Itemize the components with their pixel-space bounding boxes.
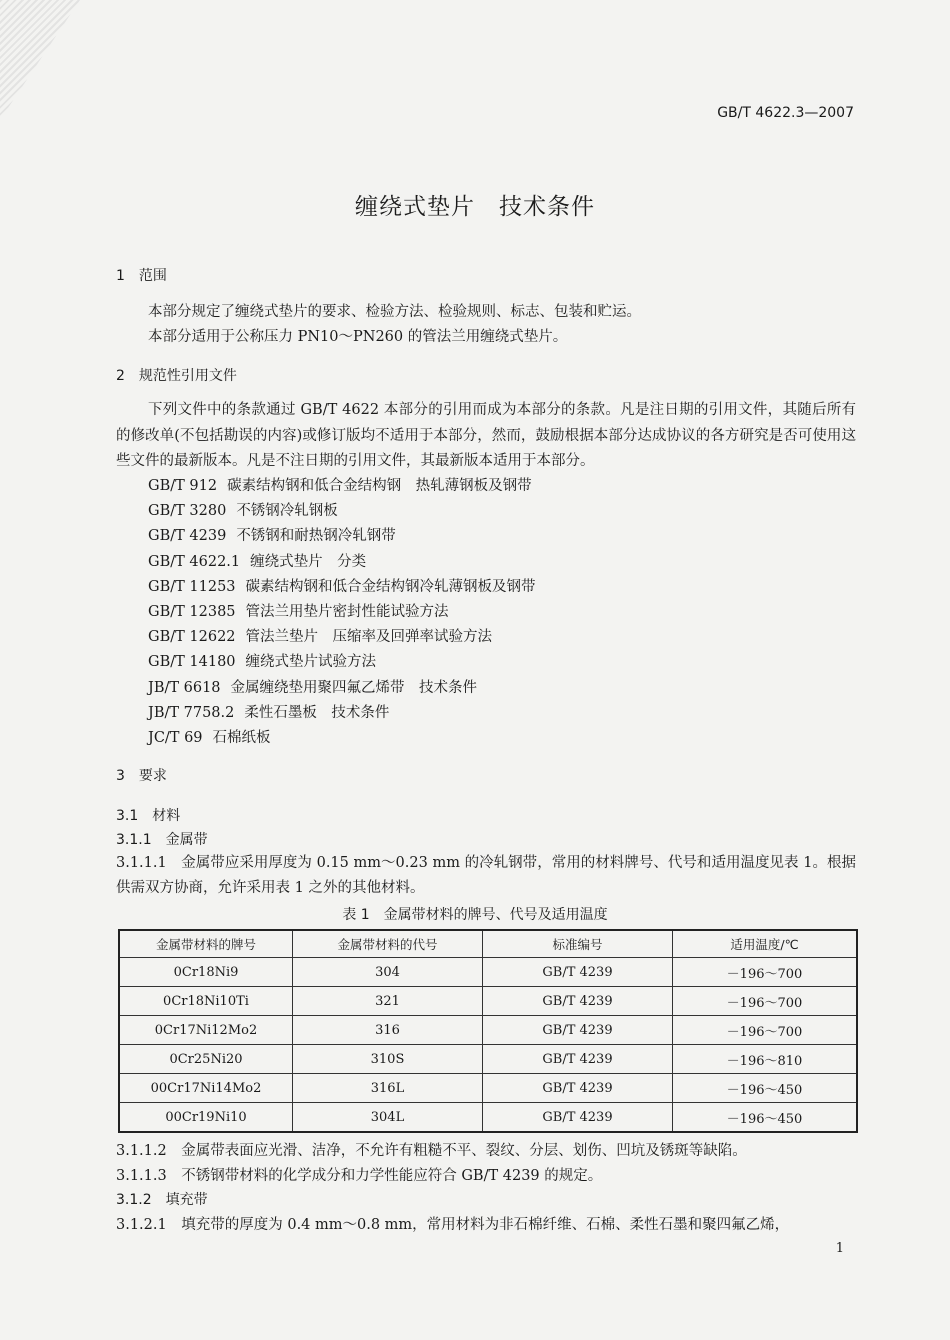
paragraph: 3.1.1.3 不锈钢带材料的化学成分和力学性能应符合 GB/T 4239 的规定。	[116, 1168, 603, 1184]
table-cell: GB/T 4239	[483, 958, 673, 987]
table-cell: 304	[293, 958, 483, 987]
column-header: 适用温度/℃	[673, 930, 858, 958]
table-header-row	[119, 930, 857, 958]
ref-name: 管法兰垫片 压缩率及回弹率试验方法	[245, 629, 493, 646]
list-item	[148, 550, 536, 575]
ref-name: 缠绕式垫片 分类	[250, 553, 367, 570]
list-item	[148, 474, 536, 499]
paragraph: 本部分适用于公称压力 PN10～PN260 的管法兰用缠绕式垫片。	[148, 329, 568, 345]
table-cell: GB/T 4239	[483, 1045, 673, 1074]
table-cell: 304L	[293, 1103, 483, 1133]
list-item	[148, 499, 536, 524]
ref-name: 不锈钢冷轧钢板	[236, 503, 338, 520]
section-heading: 3 要求	[116, 768, 167, 784]
ref-code: GB/T 912	[148, 478, 218, 494]
table-cell: GB/T 4239	[483, 987, 673, 1016]
subsection-heading: 3.1 材料	[116, 808, 181, 824]
table-cell: －196～700	[673, 987, 858, 1016]
ref-code: JB/T 6618	[148, 679, 221, 696]
table-cell: 310S	[293, 1045, 483, 1074]
ref-name: 管法兰用垫片密封性能试验方法	[245, 604, 449, 621]
table-cell: 00Cr19Ni10	[119, 1103, 293, 1133]
page-number: 1	[835, 1241, 844, 1256]
table-cell: GB/T 4239	[483, 1103, 673, 1133]
list-item	[148, 625, 536, 650]
table-cell: －196～700	[673, 1016, 858, 1045]
paragraph: 3.1.2.1 填充带的厚度为 0.4 mm～0.8 mm，常用材料为非石棉纤维、石棉、柔性石墨和聚四氟乙烯，	[116, 1217, 790, 1233]
table-caption: 表 1 金属带材料的牌号、代号及适用温度	[342, 907, 608, 923]
column-header: 标准编号	[483, 930, 673, 958]
ref-code: GB/T 4239	[148, 528, 227, 545]
column-header: 金属带材料的牌号	[119, 930, 293, 958]
ref-name: 碳素结构钢和低合金结构钢冷轧薄钢板及钢带	[245, 578, 536, 595]
ref-code: GB/T 14180	[148, 654, 236, 671]
list-item	[148, 600, 536, 625]
table-cell: 0Cr18Ni9	[119, 958, 293, 987]
table-cell: －196～810	[673, 1045, 858, 1074]
section-heading: 2 规范性引用文件	[116, 368, 237, 384]
paragraph: 3.1.1.1 金属带应采用厚度为 0.15 mm～0.23 mm 的冷轧钢带，常用的材料牌号、代号和适用温度见表 1。根据供需双方协商，允许采用表 1 之外的其他材料。	[116, 855, 856, 896]
table-row	[119, 1074, 857, 1103]
table-cell: －196～700	[673, 958, 858, 987]
column-header: 金属带材料的代号	[293, 930, 483, 958]
table-cell: GB/T 4239	[483, 1016, 673, 1045]
table-row	[119, 987, 857, 1016]
ref-name: 不锈钢和耐热钢冷轧钢带	[236, 528, 396, 545]
ref-code: JC/T 69	[148, 730, 203, 747]
table-cell: 0Cr17Ni12Mo2	[119, 1016, 293, 1045]
list-item	[148, 701, 536, 726]
paragraph: 3.1.1.2 金属带表面应光滑、洁净，不允许有粗糙不平、裂纹、分层、划伤、凹坑及锈斑等缺陷。	[116, 1143, 747, 1159]
ref-name: 碳素结构钢和低合金结构钢 热轧薄钢板及钢带	[227, 478, 532, 494]
table-cell: 0Cr25Ni20	[119, 1045, 293, 1074]
subsection-heading: 3.1.1 金属带	[116, 832, 208, 848]
ref-code: GB/T 4622.1	[148, 553, 241, 570]
paragraph-text: 下列文件中的条款通过 GB/T 4622 本部分的引用而成为本部分的条款。凡是注日期的引用文件，其随后所有的修改单(不包括勘误的内容)或修订版均不适用于本部分，然而，鼓励根据本部分达成协议的各方研究是否可使用这些文件的最新版本。凡是不注日期的引用文件，其最新版本适用于本部分。	[116, 402, 856, 469]
ref-code: GB/T 11253	[148, 578, 236, 595]
scan-corner-mark	[0, 0, 80, 120]
table-row	[119, 1016, 857, 1045]
ref-code: GB/T 12622	[148, 629, 236, 646]
paragraph: 本部分规定了缠绕式垫片的要求、检验方法、检验规则、标志、包装和贮运。	[148, 304, 641, 320]
table-cell: 321	[293, 987, 483, 1016]
ref-name: 石棉纸板	[212, 730, 271, 747]
table-cell: 0Cr18Ni10Ti	[119, 987, 293, 1016]
page-title: 缠绕式垫片 技术条件	[355, 194, 595, 220]
ref-code: JB/T 7758.2	[148, 704, 235, 721]
ref-code: GB/T 12385	[148, 604, 236, 621]
list-item	[148, 676, 536, 701]
ref-name: 柔性石墨板 技术条件	[244, 704, 390, 721]
section-heading: 1 范围	[116, 268, 167, 284]
standard-code: GB/T 4622.3—2007	[717, 105, 854, 121]
reference-list	[148, 474, 536, 751]
table-cell: －196～450	[673, 1074, 858, 1103]
list-item	[148, 726, 536, 751]
paragraph	[116, 398, 856, 475]
table-row	[119, 958, 857, 987]
ref-code: GB/T 3280	[148, 503, 227, 520]
list-item	[148, 650, 536, 675]
ref-name: 缠绕式垫片试验方法	[245, 654, 377, 671]
table-row	[119, 1103, 857, 1133]
table-cell: －196～450	[673, 1103, 858, 1133]
table-cell: 316	[293, 1016, 483, 1045]
table-cell: 316L	[293, 1074, 483, 1103]
table-cell: 00Cr17Ni14Mo2	[119, 1074, 293, 1103]
table-row	[119, 1045, 857, 1074]
list-item	[148, 524, 536, 549]
table-cell: GB/T 4239	[483, 1074, 673, 1103]
ref-name: 金属缠绕垫用聚四氟乙烯带 技术条件	[230, 679, 478, 696]
material-table	[118, 929, 858, 1133]
list-item	[148, 575, 536, 600]
subsection-heading: 3.1.2 填充带	[116, 1192, 208, 1208]
